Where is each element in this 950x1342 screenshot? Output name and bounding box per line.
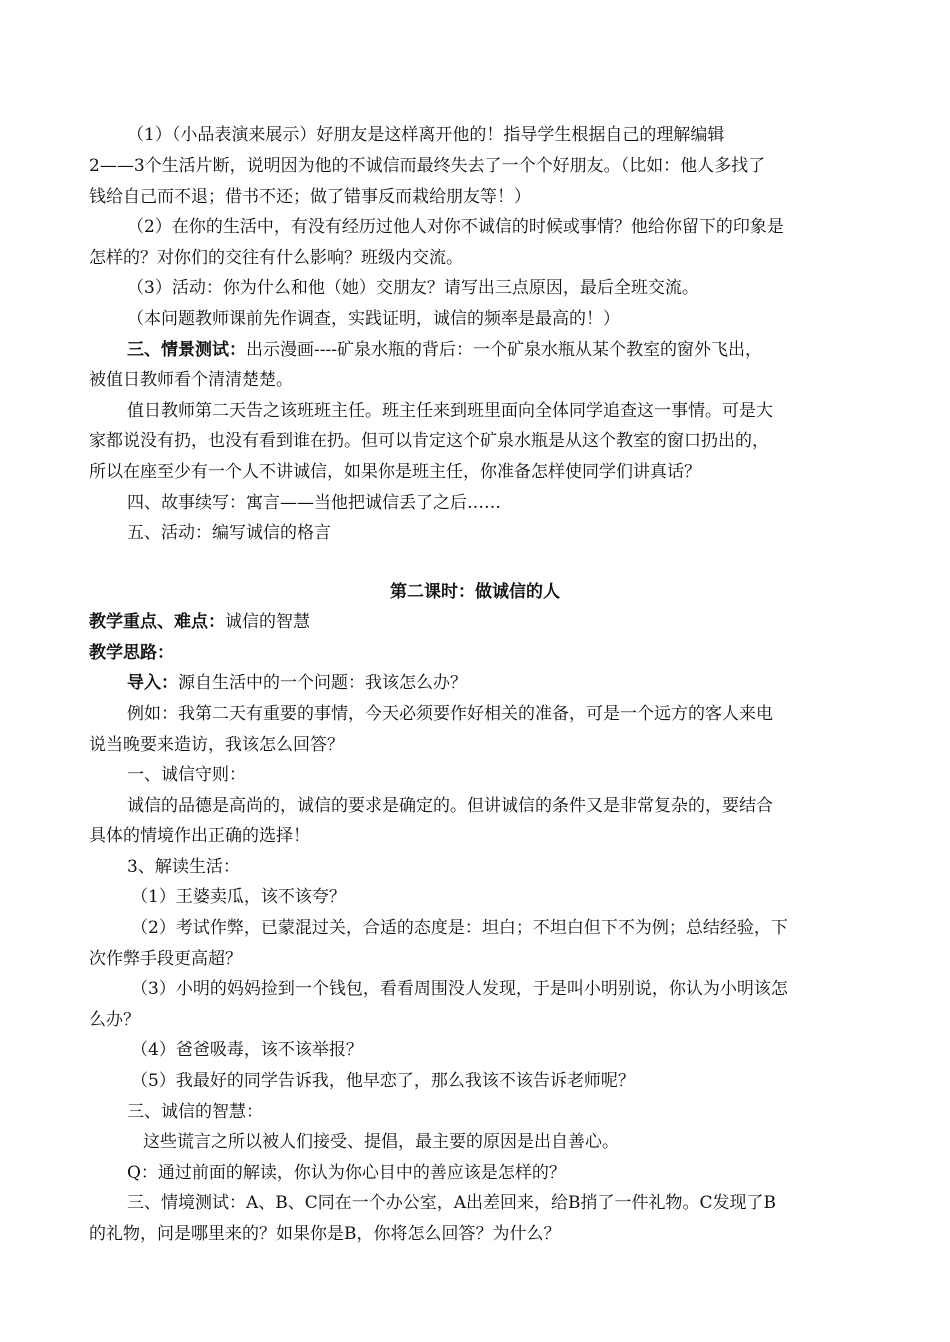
text-line: 三、诚信的智慧： — [127, 1102, 263, 1122]
section-heading: 导入：源自生活中的一个问题：我该怎么办？ — [127, 673, 467, 693]
text-line: 四、故事续写：寓言——当他把诚信丢了之后…… — [127, 493, 501, 513]
text-line: 三、情境测试：A、B、C同在一个办公室，A出差回来，给B捎了一件礼物。C发现了B — [127, 1193, 777, 1213]
text-line: 这些谎言之所以被人们接受、提倡，最主要的原因是出自善心。 — [143, 1132, 619, 1152]
text-line: 2——3个生活片断，说明因为他的不诚信而最终失去了一个个好朋友。（比如：他人多找了 — [89, 156, 766, 176]
text-line: 家都说没有扔，也没有看到谁在扔。但可以肯定这个矿泉水瓶是从这个教室的窗口扔出的， — [89, 431, 769, 451]
text-line: （2）考试作弊，已蒙混过关，合适的态度是：坦白；不坦白但下不为例；总结经验，下 — [131, 918, 788, 938]
text-line: 被值日教师看个清清楚楚。 — [89, 370, 293, 390]
text-line: 么办？ — [89, 1010, 140, 1030]
text-line: 一、诚信守则： — [127, 765, 246, 785]
section-heading: 教学重点、难点：诚信的智慧 — [89, 612, 310, 632]
text-line: （2）在你的生活中，有没有经历过他人对你不诚信的时候或事情？他给你留下的印象是 — [127, 217, 784, 237]
text-line: 值日教师第二天告之该班班主任。班主任来到班里面向全体同学追查这一事情。可是大 — [127, 401, 773, 421]
text-line: （本问题教师课前先作调查，实践证明，诚信的频率是最高的！） — [127, 309, 620, 329]
text-line: Q：通过前面的解读，你认为你心目中的善应该是怎样的？ — [127, 1163, 566, 1183]
text-line: （5）我最好的同学告诉我，他早恋了，那么我该不该告诉老师呢？ — [131, 1071, 635, 1091]
text-line: 钱给自己而不退；借书不还；做了错事反而栽给朋友等！） — [89, 187, 531, 207]
text-line: 五、活动：编写诚信的格言 — [127, 523, 331, 543]
section-heading: 教学思路： — [89, 643, 174, 663]
text-line: （3）小明的妈妈捡到一个钱包，看看周围没人发现，于是叫小明别说，你认为小明该怎 — [131, 979, 788, 999]
text-line: 的礼物，问是哪里来的？如果你是B，你将怎么回答？为什么？ — [89, 1224, 561, 1244]
text-line: 例如：我第二天有重要的事情，今天必须要作好相关的准备，可是一个远方的客人来电 — [127, 704, 773, 724]
text-line: 次作弊手段更高超？ — [89, 949, 242, 969]
lesson-title: 第二课时：做诚信的人 — [390, 582, 560, 602]
text-line: （1）王婆卖瓜，该不该夸？ — [131, 887, 346, 907]
text-line: （1）（小品表演来展示）好朋友是这样离开他的！指导学生根据自己的理解编辑 — [127, 125, 725, 145]
text-line: 诚信的品德是高尚的，诚信的要求是确定的。但讲诚信的条件又是非常复杂的，要结合 — [127, 796, 773, 816]
text-line: 说当晚要来造访，我该怎么回答？ — [89, 735, 344, 755]
text-line: 具体的情境作出正确的选择！ — [89, 826, 310, 846]
text-line: （3）活动：你为什么和他（她）交朋友？请写出三点原因，最后全班交流。 — [127, 278, 699, 298]
section-heading: 三、情景测试：出示漫画----矿泉水瓶的背后：一个矿泉水瓶从某个教室的窗外飞出， — [127, 340, 762, 360]
text-line: 3、解读生活： — [127, 857, 240, 877]
text-line: 怎样的？对你们的交往有什么影响？班级内交流。 — [89, 248, 463, 268]
text-line: 所以在座至少有一个人不讲诚信，如果你是班主任，你准备怎样使同学们讲真话？ — [89, 462, 701, 482]
text-line: （4）爸爸吸毒，该不该举报？ — [131, 1040, 363, 1060]
